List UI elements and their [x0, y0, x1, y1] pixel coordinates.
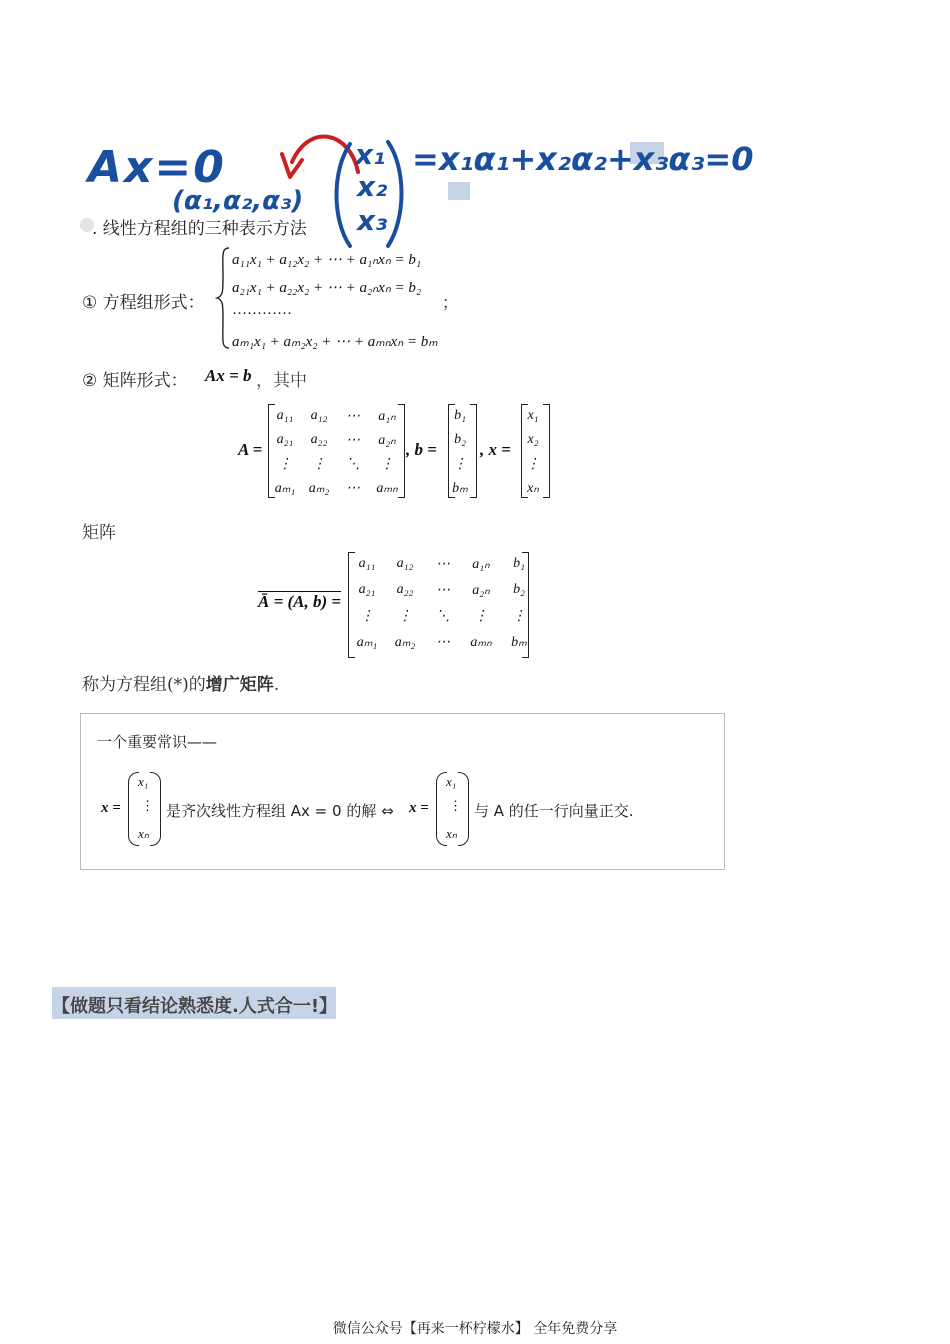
note-x-label: x =: [101, 800, 121, 816]
augmented-cell-2-5: b₂: [513, 582, 525, 597]
left-brace-icon: [215, 246, 231, 350]
augmented-cell-3-5: ⋮: [512, 609, 526, 624]
vector-b-label: , b =: [406, 440, 437, 459]
note-vec-1-2: ⋮: [141, 798, 154, 813]
augmented-cell-3-3: ⋱: [436, 609, 450, 624]
handwritten-ax-eq: Ax=0: [88, 142, 226, 193]
handwritten-paren-right: [384, 138, 408, 250]
augmented-cell-4-1: aₘ₁: [356, 635, 378, 650]
augmented-cell-4-2: aₘ₂: [394, 635, 416, 650]
augmented-intro: 矩阵: [82, 523, 116, 543]
form1-label: ① 方程组形式：: [82, 293, 205, 313]
note-x-label-2: x =: [409, 800, 429, 816]
augmented-caption-suffix: .: [273, 675, 280, 695]
augmented-cell-3-4: ⋮: [474, 609, 488, 624]
augmented-caption: [82, 670, 279, 695]
vector-b-cell-2-1: b₂: [454, 432, 466, 447]
augmented-label: [258, 592, 341, 612]
note-vec-2-1: x₁: [446, 774, 457, 789]
augmented-cell-4-4: aₘₙ: [470, 635, 492, 650]
matrix-A-cell-1-4: a₁ₙ: [378, 409, 396, 424]
matrix-A-cell-3-2: ⋮: [312, 457, 326, 472]
handwritten-paren-left: [330, 140, 354, 250]
vector-b-cell-4-1: bₘ: [452, 481, 468, 496]
matrix-A-cell-2-2: a₂₂: [310, 432, 328, 447]
vector-x-label: , x =: [480, 440, 511, 459]
matrix-A-label: A =: [238, 440, 263, 459]
augmented-cell-1-2: a₁₂: [396, 556, 414, 571]
form2-label: ② 矩阵形式：: [82, 371, 188, 391]
augmented-cell-2-1: a₂₁: [358, 582, 376, 597]
note-middle: 是齐次线性方程组 Ax = 0 的解 ⇔: [166, 802, 394, 820]
augmented-cell-4-3: ⋯: [436, 635, 450, 650]
vector-b-cell-3-1: ⋮: [453, 457, 467, 472]
form2-equation: Ax = b: [205, 366, 252, 385]
matrix-A-cell-2-4: a₂ₙ: [378, 433, 396, 448]
matrix-A-cell-4-1: aₘ₁: [274, 481, 296, 496]
vector-b-cell-1-1: b₁: [454, 408, 466, 423]
footer-text: 微信公众号【再来一杯柠檬水】 全年免费分享: [332, 1321, 618, 1337]
augmented-cell-1-1: a₁₁: [358, 556, 376, 571]
augmented-caption-prefix: 称为方程组(*)的: [82, 675, 206, 695]
handwritten-x2: x₂: [357, 170, 388, 203]
matrix-A-cell-4-3: ⋯: [346, 481, 360, 496]
matrix-A-cell-3-3: ⋱: [346, 457, 360, 472]
augmented-cell-1-5: b₁: [513, 556, 525, 571]
augmented-cell-4-5: bₘ: [511, 635, 527, 650]
handwritten-x1: x₁: [355, 138, 386, 171]
augmented-cell-2-4: a₂ₙ: [472, 583, 490, 598]
banner-text: 【做题只看结论熟悉度.人式合一!】: [52, 996, 338, 1017]
matrix-A-cell-4-2: aₘ₂: [308, 481, 330, 496]
note-vec-2-2: ⋮: [449, 798, 462, 813]
form2-suffix: ，其中: [256, 371, 307, 391]
note-title: 一个重要常识——: [97, 733, 218, 751]
augmented-cell-3-2: ⋮: [398, 609, 412, 624]
matrix-A-cell-3-4: ⋮: [380, 457, 394, 472]
augmented-label-text: Ā = (A, b) =: [258, 592, 342, 611]
augmented-cell-1-4: a₁ₙ: [472, 557, 490, 572]
note-end: 与 A 的任一行向量正交.: [474, 802, 634, 820]
equation-row-3: …………: [232, 302, 292, 318]
handwritten-x3: x₃: [357, 204, 388, 237]
equation-row-2: a₂₁x₁ + a₂₂x₂ + ⋯ + a₂ₙxₙ = b₂: [232, 280, 422, 296]
handwriting-highlight: [448, 182, 470, 200]
section-title: . 线性方程组的三种表示方法: [92, 219, 307, 239]
matrix-A-cell-1-2: a₁₂: [310, 408, 328, 423]
note-vec-1-3: xₙ: [138, 826, 149, 841]
augmented-cell-3-1: ⋮: [360, 609, 374, 624]
vector-x-cell-1-1: x₁: [527, 408, 539, 423]
note-vec-1-1: x₁: [138, 774, 149, 789]
matrix-A-cell-1-1: a₁₁: [276, 408, 294, 423]
vector-x-cell-2-1: x₂: [527, 432, 539, 447]
matrix-A-cell-1-3: ⋯: [346, 409, 360, 424]
augmented-cell-1-3: ⋯: [436, 557, 450, 572]
vector-x-cell-3-1: ⋮: [526, 457, 540, 472]
handwritten-alphas: (α₁,α₂,α₃): [172, 186, 304, 216]
augmented-cell-2-3: ⋯: [436, 583, 450, 598]
augmented-caption-bold: 增广矩阵: [205, 675, 274, 695]
equation-row-1: a₁₁x₁ + a₁₂x₂ + ⋯ + a₁ₙxₙ = b₁: [232, 252, 422, 268]
equation-row-4: aₘ₁x₁ + aₘ₂x₂ + ⋯ + aₘₙxₙ = bₘ: [232, 334, 438, 350]
handwritten-rhs: =x₁α₁+x₂α₂+x₃α₃=0: [412, 140, 754, 178]
form1-semicolon: ；: [442, 293, 459, 312]
note-vec-2-3: xₙ: [446, 826, 457, 841]
vector-x-cell-4-1: xₙ: [527, 481, 539, 496]
matrix-A-cell-2-3: ⋯: [346, 433, 360, 448]
augmented-cell-2-2: a₂₂: [396, 582, 414, 597]
matrix-A-cell-3-1: ⋮: [278, 457, 292, 472]
matrix-A-cell-4-4: aₘₙ: [376, 481, 398, 496]
matrix-A-cell-2-1: a₂₁: [276, 432, 294, 447]
